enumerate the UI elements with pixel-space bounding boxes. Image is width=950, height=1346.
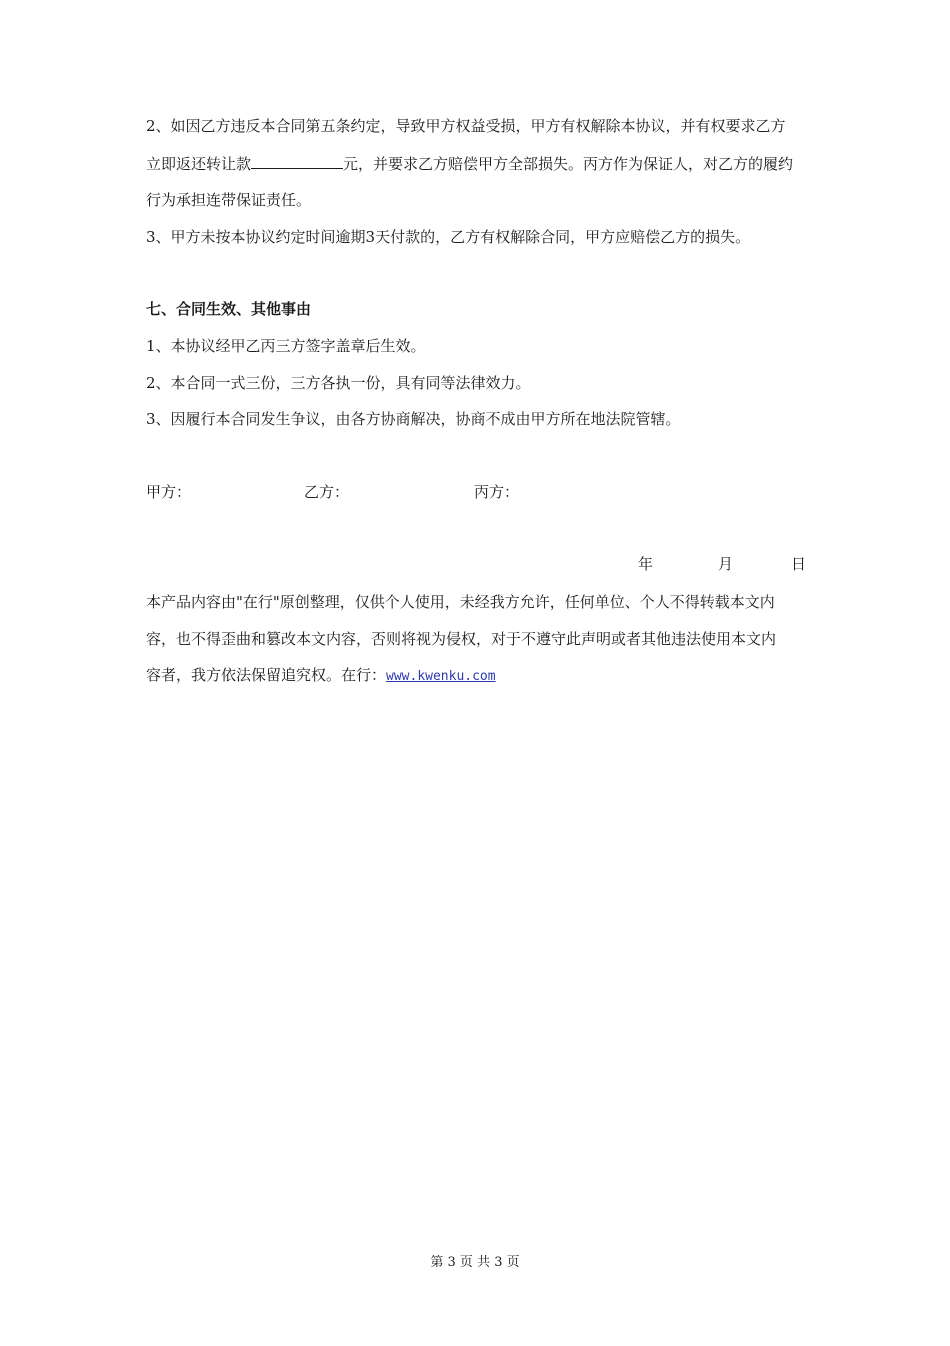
clause7-item3: 3、因履行本合同发生争议，由各方协商解决，协商不成由甲方所在地法院管辖。 [146,410,681,428]
notice-line2: 容，也不得歪曲和篡改本文内容，否则将视为侵权，对于不遵守此声明或者其他违法使用本文内 [146,630,777,648]
signature-party-b: 乙方： [304,483,350,501]
clause7-item2: 2、本合同一式三份，三方各执一份，具有同等法律效力。 [146,374,531,392]
website-link[interactable]: www.kwenku.com [386,669,496,684]
clause7-title: 七、合同生效、其他事由 [146,300,312,318]
signature-party-a: 甲方： [146,483,192,501]
notice-line3-text: 容者，我方依法保留追究权。在行： [146,666,387,684]
clause7-item1: 1、本协议经甲乙丙三方签字盖章后生效。 [146,337,426,355]
date-year: 年 [638,555,654,573]
clause6-item2-line3: 行为承担连带保证责任。 [146,191,312,209]
clause6-item2-line1: 2、如因乙方违反本合同第五条约定，导致甲方权益受损，甲方有权解除本协议，并有权要求乙方 [146,117,786,135]
clause6-item2-line2-before: 立即返还转让款 [146,155,252,173]
amount-blank [251,153,343,169]
date-month: 月 [718,555,734,573]
date-day: 日 [791,555,807,573]
clause6-item2-line2-after: 元，并要求乙方赔偿甲方全部损失。丙方作为保证人，对乙方的履约 [343,155,794,173]
notice-line1: 本产品内容由"在行"原创整理，仅供个人使用，未经我方允许，任何单位、个人不得转载本文内 [146,593,775,611]
notice-line3 [146,665,496,687]
clause6-item3: 3、甲方未按本协议约定时间逾期3天付款的，乙方有权解除合同，甲方应赔偿乙方的损失。 [146,228,751,246]
page-footer: 第 3 页 共 3 页 [430,1255,520,1270]
clause6-item2-line2 [146,153,793,174]
signature-party-c: 丙方： [474,483,520,501]
